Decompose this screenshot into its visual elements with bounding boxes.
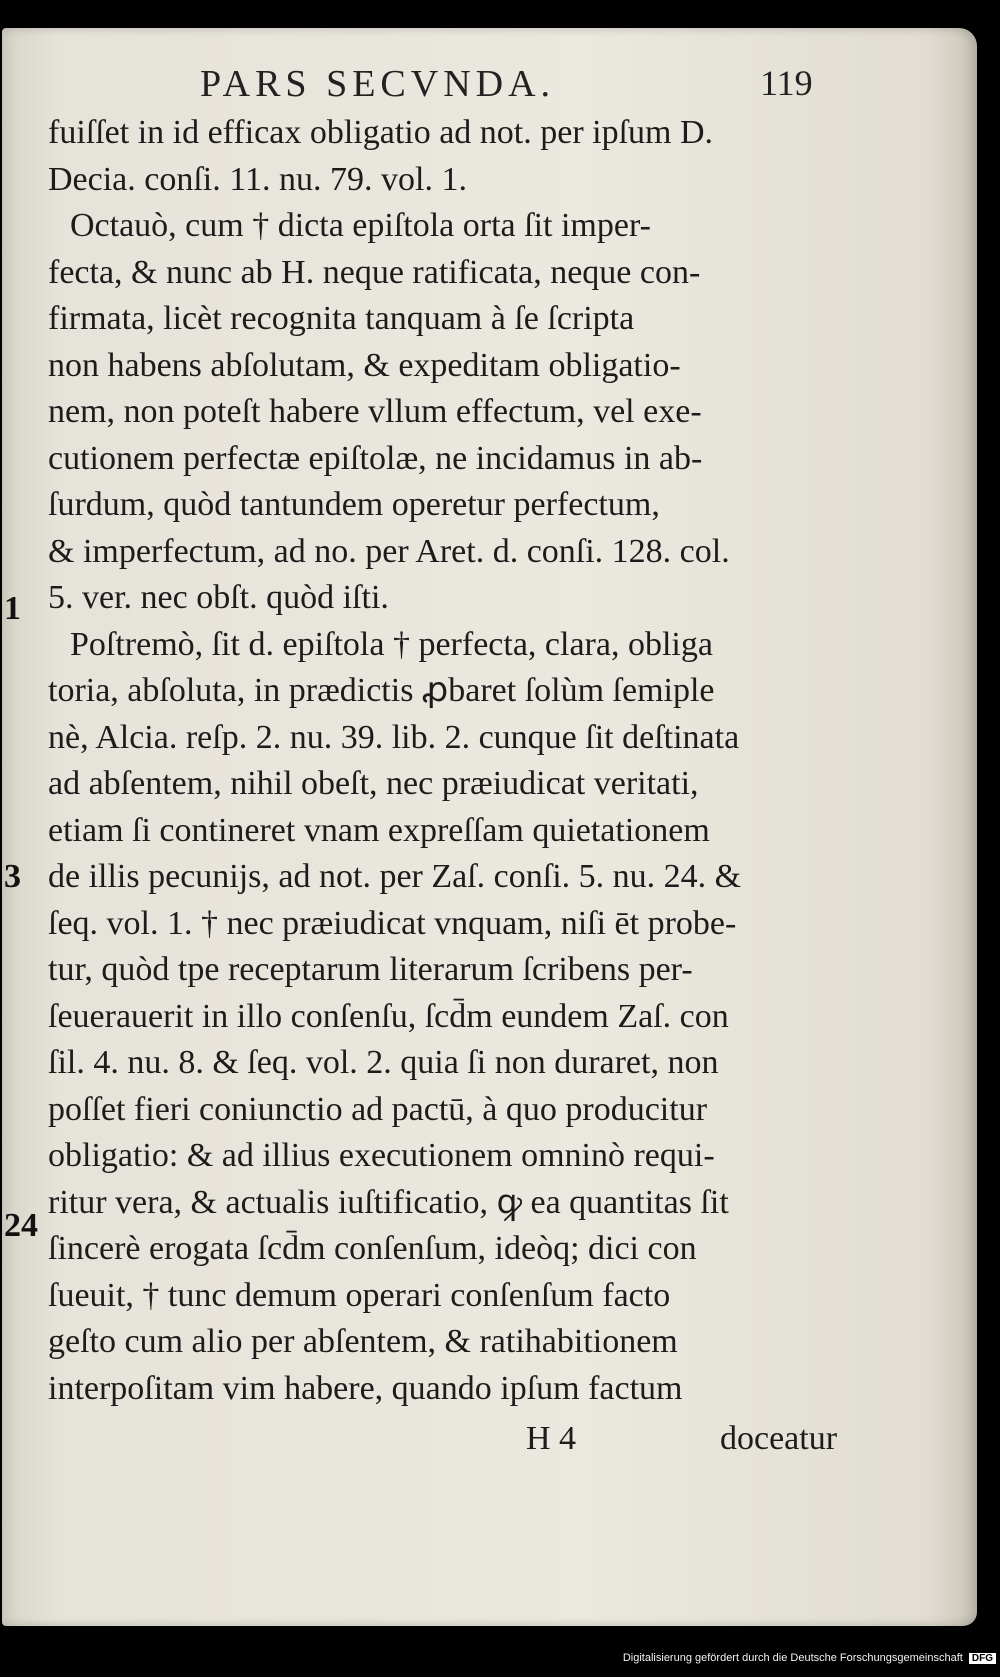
text-line: interpoſitam vim habere, quando ipſum factum	[48, 1369, 683, 1407]
text-line: obligatio: & ad illius executionem omninò requi-	[48, 1137, 715, 1174]
text-line: ſueuit, † tunc demum operari conſenſum facto	[48, 1276, 671, 1314]
credit-text: Digitalisierung gefördert durch die Deutsche Forschungsgemeinschaft	[622, 1652, 963, 1664]
text-line: Poſtremò, ſit d. epiſtola † perfecta, clara, obliga	[70, 625, 713, 663]
text-line: Octauò, cum † dicta epiſtola orta ſit imper-	[70, 207, 651, 244]
text-line: ad abſentem, nihil obeſt, nec præiudicat veritati,	[48, 765, 699, 802]
page-number: 119	[760, 63, 813, 103]
text-line: nem, non poteſt habere vllum effectum, vel exe-	[48, 393, 702, 430]
text-line: cutionem perfectæ epiſtolæ, ne incidamus in ab-	[48, 439, 703, 477]
text-line: fecta, & nunc ab H. neque ratificata, neque con-	[48, 253, 701, 291]
text-line: 5. ver. nec obſt. quòd iſti.	[48, 579, 389, 616]
text-line: non habens abſolutam, & expeditam obligatio-	[48, 346, 681, 384]
margin-note: 24	[4, 1207, 38, 1244]
catchwords	[48, 1420, 928, 1470]
text-line: & imperfectum, ad no. per Aret. d. conſi. 128. col.	[48, 532, 730, 570]
text-line: tur, quòd tpe receptarum literarum ſcribens per-	[48, 951, 693, 988]
running-title: PARS SECVNDA.	[200, 63, 556, 105]
text-line: ſeq. vol. 1. † nec præiudicat vnquam, niſi ēt probe-	[48, 904, 737, 942]
catchword: doceatur	[720, 1420, 838, 1457]
text-line: geſto cum alio per abſentem, & ratihabitionem	[48, 1323, 678, 1360]
text-line: ſurdum, quòd tantundem operetur perfectum,	[48, 486, 660, 523]
text-line: ſeuerauerit in illo conſenſu, ſcd̄m eundem Zaſ. con	[48, 997, 729, 1035]
text-line: firmata, licèt recognita tanquam à ſe ſcripta	[48, 300, 635, 337]
text-line: de illis pecunijs, ad not. per Zaſ. conſi. 5. nu. 24. &	[48, 858, 742, 895]
text-line: nè, Alcia. reſp. 2. nu. 39. lib. 2. cunque ſit deſtinata	[48, 718, 740, 756]
running-head	[0, 62, 1000, 106]
margin-note: 3	[4, 858, 21, 895]
text-line: fuiſſet in id efficax obligatio ad not. per ipſum D.	[48, 114, 714, 151]
text-line: toria, abſoluta, in prædictis ꝓbaret ſolùm ſemiple	[48, 672, 715, 709]
text-line: poſſet fieri coniunctio ad pactū, à quo producitur	[48, 1090, 708, 1128]
text-line: ſincerè erogata ſcd̄m conſenſum, ideòq; dici con	[48, 1230, 697, 1267]
text-line: Decia. conſi. 11. nu. 79. vol. 1.	[48, 160, 467, 198]
signature-mark: H 4	[526, 1420, 577, 1457]
margin-note: 1	[4, 590, 21, 627]
body-text	[48, 110, 928, 1412]
dfg-logo: DFG	[969, 1653, 996, 1664]
text-line: ritur vera, & actualis iuſtificatio, ꝙ ea quantitas ſit	[48, 1183, 729, 1221]
digitization-credit	[0, 1652, 996, 1664]
text-line: ſil. 4. nu. 8. & ſeq. vol. 2. quia ſi non duraret, non	[48, 1044, 719, 1081]
text-line: etiam ſi contineret vnam expreſſam quietationem	[48, 811, 710, 849]
